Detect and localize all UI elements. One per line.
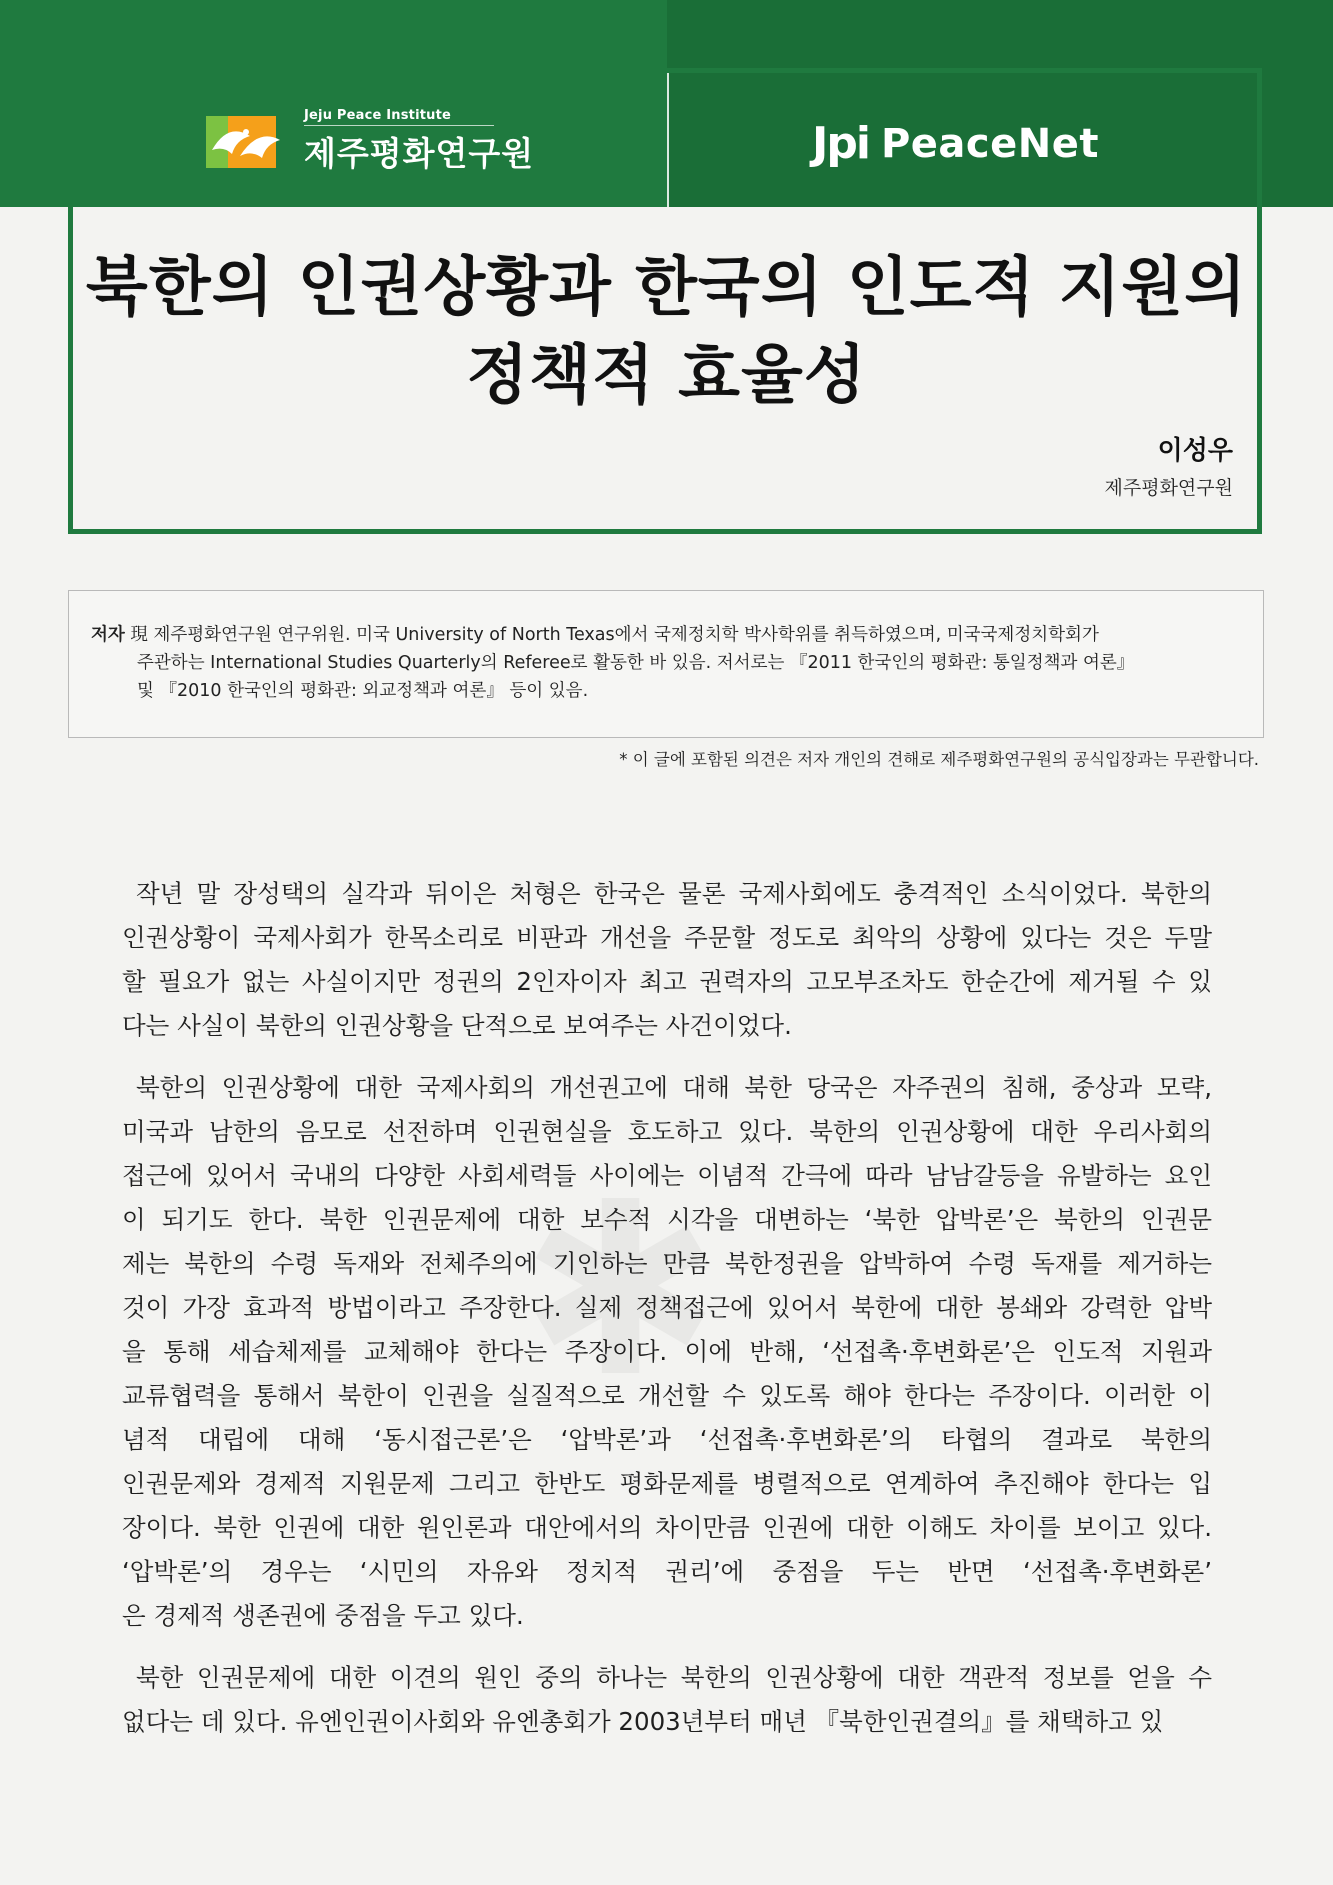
bio-line-3: 및 『2010 한국인의 평화관: 외교정책과 여론』 등이 있음. xyxy=(137,681,589,701)
jpi-mark: Jpi xyxy=(812,118,869,169)
paragraph-line: 은 경제적 생존권에 중점을 두고 있다. xyxy=(122,1601,524,1630)
paragraph-line: 장이다. 북한 인권에 대한 원인론과 대안에서의 차이만큼 인권에 대한 이해도 차이를 보이고 있다. xyxy=(122,1513,1212,1542)
paragraph-line: 인권상황이 국제사회가 한목소리로 비판과 개선을 주문할 정도로 최악의 상황에 있다는 것은 두말 xyxy=(122,923,1212,952)
paragraph-line: 교류협력을 통해서 북한이 인권을 실질적으로 개선할 수 있도록 해야 한다는 주장이다. 이러한 이 xyxy=(122,1381,1212,1410)
bio-label: 저자 xyxy=(91,625,125,645)
article-body xyxy=(122,872,1212,1762)
paragraph xyxy=(122,872,1212,1048)
title-line-2: 정책적 효율성 xyxy=(466,339,867,413)
paragraph-line: 할 필요가 없는 사실이지만 정권의 2인자이자 최고 권력자의 고모부조차도 한순간에 제거될 수 있 xyxy=(122,967,1212,996)
paragraph-line: 없다는 데 있다. 유엔인권이사회와 유엔총회가 2003년부터 매년 『북한인권결의』를 채택하고 있 xyxy=(122,1707,1164,1736)
paragraph-line: 이 되기도 한다. 북한 인권문제에 대한 보수적 시각을 대변하는 ‘북한 압박론’은 북한의 인권문 xyxy=(122,1205,1212,1234)
paragraph-line: 념적 대립에 대해 ‘동시접근론’은 ‘압박론’과 ‘선접촉·후변화론’의 타협의 결과로 북한의 xyxy=(122,1425,1212,1454)
author-name: 이성우 xyxy=(1157,436,1233,466)
paragraph-line: 을 통해 세습체제를 교체해야 한다는 주장이다. 이에 반해, ‘선접촉·후변화론’은 인도적 지원과 xyxy=(122,1337,1212,1366)
paragraph-line: 접근에 있어서 국내의 다양한 사회세력들 사이에는 이념적 간극에 따라 남남갈등을 유발하는 요인 xyxy=(122,1161,1212,1190)
paragraph-line: 작년 말 장성택의 실각과 뒤이은 처형은 한국은 물론 국제사회에도 충격적인 소식이었다. 북한의 xyxy=(136,879,1212,908)
bio-line-2: 주관하는 International Studies Quarterly의 Referee로 활동한 바 있음. 저서로는 『2011 한국인의 평화관: 통일정책과 여론』 xyxy=(137,653,1135,673)
logo-korean-name: 제주평화연구원 xyxy=(304,134,535,173)
bio-line-1 xyxy=(91,621,1241,649)
paragraph-line: ‘압박론’의 경우는 ‘시민의 자유와 정치적 권리’에 중점을 두는 반면 ‘선접촉·후변화론’ xyxy=(122,1557,1212,1586)
peacenet-wordmark: PeaceNet xyxy=(880,120,1099,167)
disclaimer-note: * 이 글에 포함된 의견은 저자 개인의 견해로 제주평화연구원의 공식입장과는 무관합니다. xyxy=(619,750,1259,769)
paragraph xyxy=(122,1656,1212,1744)
dove-logo-icon xyxy=(206,110,296,174)
paragraph-line: 북한 인권문제에 대한 이견의 원인 중의 하나는 북한의 인권상황에 대한 객관적 정보를 얻을 수 xyxy=(136,1663,1212,1692)
paragraph-line: 다는 사실이 북한의 인권상황을 단적으로 보여주는 사건이었다. xyxy=(122,1011,792,1040)
paragraph-line: 미국과 남한의 음모로 선전하며 인권현실을 호도하고 있다. 북한의 인권상황에 대한 우리사회의 xyxy=(122,1117,1212,1146)
background-watermark-icon: ✱ xyxy=(520,1150,722,1430)
page-title xyxy=(80,244,1253,420)
bio-line-text: 現 제주평화연구원 연구위원. 미국 University of North Texas에서 국제정치학 박사학위를 취득하였으며, 미국국제정치학회가 xyxy=(130,625,1099,645)
paragraph-line: 인권문제와 경제적 지원문제 그리고 한반도 평화문제를 병렬적으로 연계하여 추진해야 한다는 입 xyxy=(122,1469,1212,1498)
paragraph-line: 제는 북한의 수령 독재와 전체주의에 기인하는 만큼 북한정권을 압박하여 수령 독재를 제거하는 xyxy=(122,1249,1212,1278)
author-bio-box xyxy=(68,590,1264,738)
logo-english-name: Jeju Peace Institute xyxy=(304,108,494,126)
author-bio xyxy=(91,621,1241,705)
author-affiliation: 제주평화연구원 xyxy=(1104,477,1233,499)
paragraph-line: 것이 가장 효과적 방법이라고 주장한다. 실제 정책접근에 있어서 북한에 대한 봉쇄와 강력한 압박 xyxy=(122,1293,1212,1322)
peacenet-logo[interactable] xyxy=(812,118,1099,169)
jeju-peace-institute-logo[interactable] xyxy=(206,108,534,175)
title-line-1: 북한의 인권상황과 한국의 인도적 지원의 xyxy=(85,251,1248,325)
paragraph-line: 북한의 인권상황에 대한 국제사회의 개선권고에 대해 북한 당국은 자주권의 침해, 중상과 모략, xyxy=(136,1073,1212,1102)
paragraph xyxy=(122,1066,1212,1638)
